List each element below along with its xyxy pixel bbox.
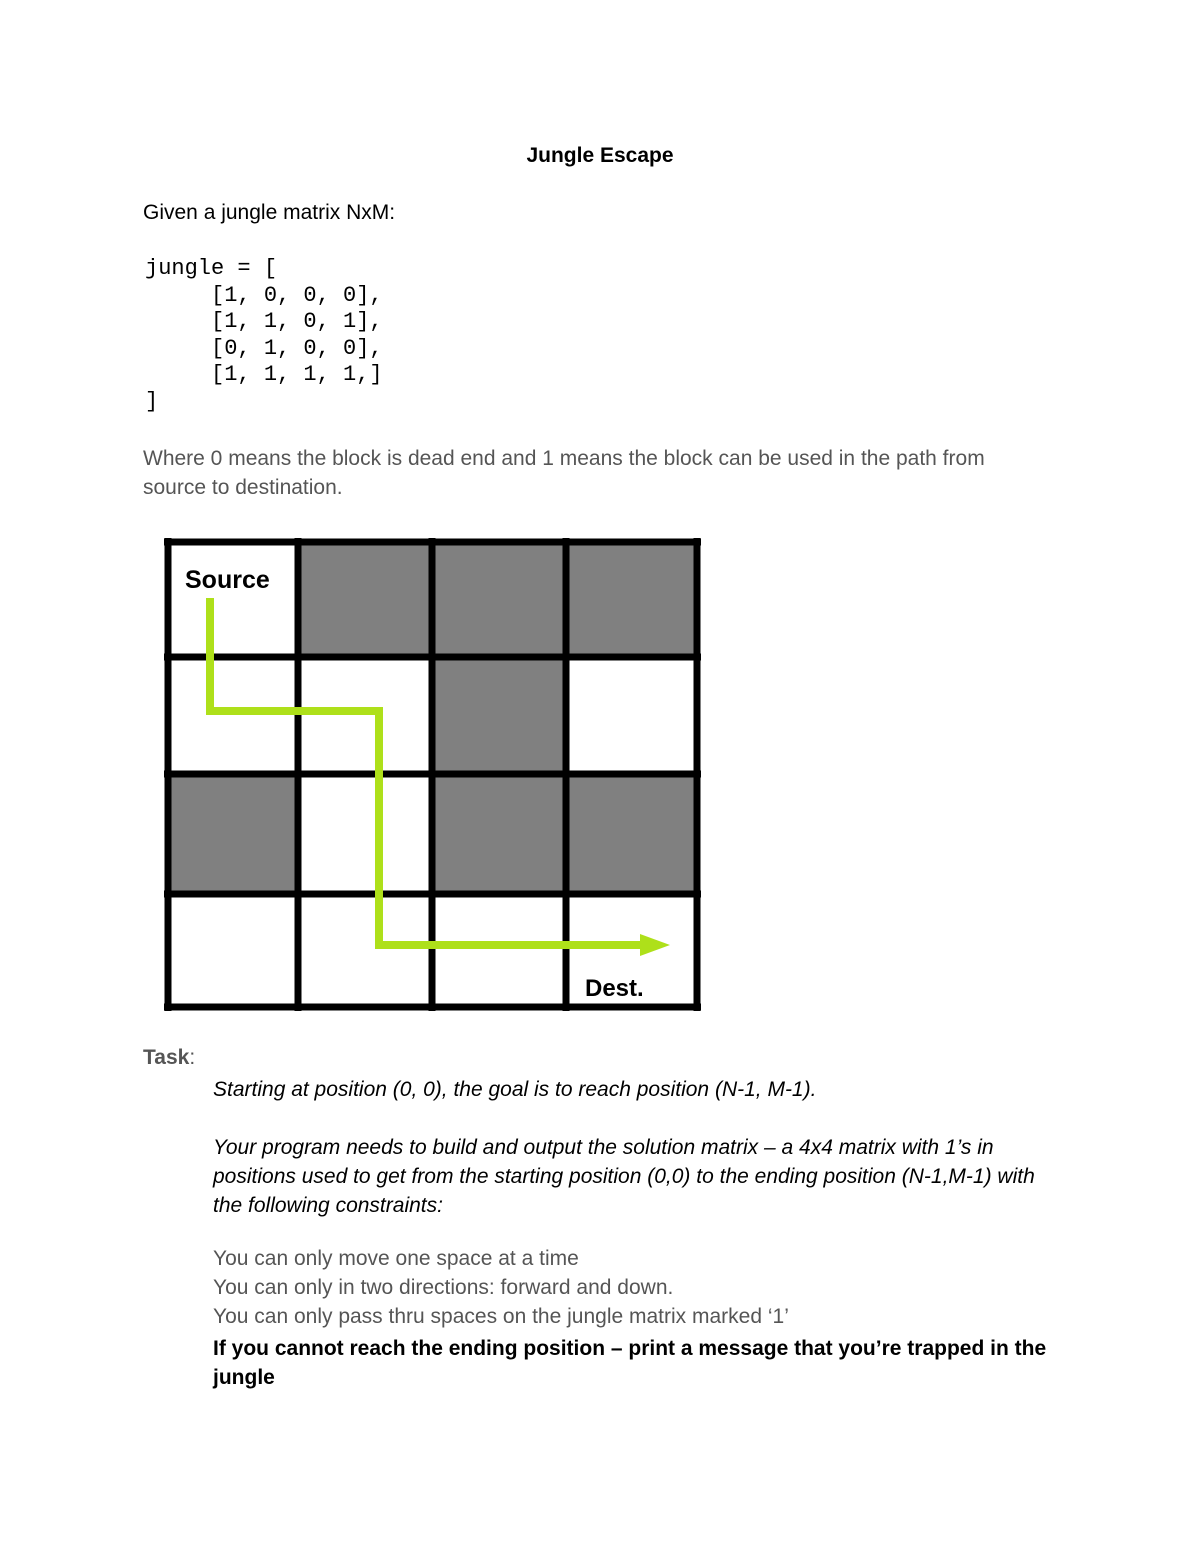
grid-cell-2-0 (168, 774, 298, 894)
grid-cell-3-2 (432, 894, 566, 1007)
grid-cell-2-3 (566, 774, 697, 894)
task-label-colon: : (189, 1046, 196, 1069)
task-heading (143, 1046, 195, 1070)
grid-cell-1-2 (432, 657, 566, 774)
source-label: Source (185, 566, 270, 594)
description-text: Where 0 means the block is dead end and 1 means the block can be used in the path from source to destination. (143, 447, 985, 499)
constraint-4: If you cannot reach the ending position – print a message that you’re trapped in the jungle (213, 1337, 1047, 1389)
intro-text: Given a jungle matrix NxM: (143, 201, 396, 224)
grid-cell-2-2 (432, 774, 566, 894)
task-line-2: Your program needs to build and output the solution matrix – a 4x4 matrix with 1’s in positions used to get from the starting position (0,0) to the ending position (N-1,M-1) with the following constraints: (213, 1136, 1035, 1217)
constraint-1: You can only move one space at a time (213, 1247, 579, 1270)
task-line-1: Starting at position (0, 0), the goal is to reach position (N-1, M-1). (213, 1078, 817, 1101)
grid-cell-0-1 (298, 542, 432, 657)
jungle-code-block: jungle = [ [1, 0, 0, 0], [1, 1, 0, 1], [0, 1, 0, 0], [1, 1, 1, 1,] ] (145, 256, 383, 414)
jungle-grid-figure (164, 538, 704, 1014)
grid-cell-1-0 (168, 657, 298, 774)
grid-cell-0-3 (566, 542, 697, 657)
grid-cell-3-0 (168, 894, 298, 1007)
grid-cell-1-3 (566, 657, 697, 774)
page-title: Jungle Escape (526, 144, 674, 167)
grid-cell-0-0 (168, 542, 298, 657)
grid-cell-1-1 (298, 657, 432, 774)
dest-label: Dest. (585, 975, 644, 1002)
grid-cell-3-1 (298, 894, 432, 1007)
constraint-3: You can only pass thru spaces on the jungle matrix marked ‘1’ (213, 1305, 789, 1328)
grid-cell-0-2 (432, 542, 566, 657)
grid-cell-2-1 (298, 774, 432, 894)
constraint-2: You can only in two directions: forward and down. (213, 1276, 674, 1299)
task-label: Task (143, 1046, 190, 1069)
